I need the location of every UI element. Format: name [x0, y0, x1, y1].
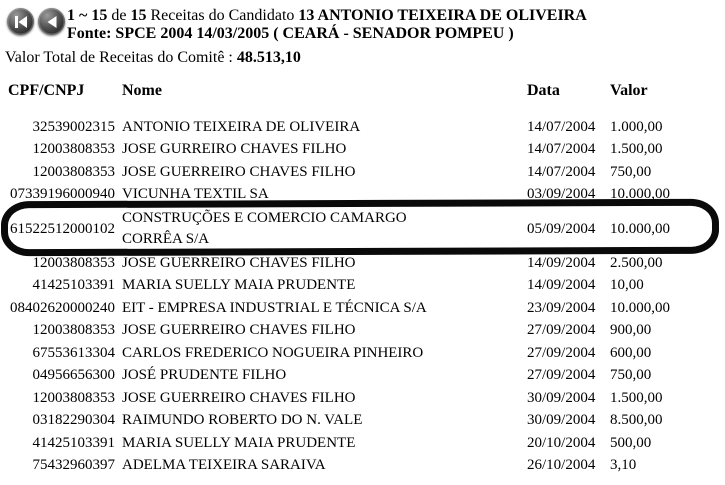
table-row: [8, 116, 720, 139]
table-row: [8, 161, 720, 184]
cell-valor: 10.000,00: [610, 220, 670, 237]
total-value: 48.513,10: [236, 49, 301, 66]
page-header: [67, 7, 587, 43]
range-de-label: de: [111, 7, 127, 24]
cell-valor: 1.500,00: [610, 389, 663, 406]
cell-nome: JOSE GURREIRO CHAVES FILHO: [122, 141, 347, 158]
skip-to-first-icon: [14, 16, 28, 28]
cell-data: 05/09/2004: [527, 220, 596, 237]
cell-cpf: 07339196000940: [10, 186, 115, 203]
table-row: [8, 206, 720, 252]
cell-cpf: 12003808353: [32, 389, 115, 406]
cell-data: 23/09/2004: [527, 299, 596, 316]
cell-data: 30/09/2004: [527, 389, 596, 406]
table-row: [8, 387, 720, 410]
cell-valor: 750,00: [610, 163, 652, 180]
total-receipts-line: [5, 49, 301, 67]
cell-cpf: 12003808353: [32, 163, 115, 180]
cell-data: 14/07/2004: [527, 163, 596, 180]
cell-nome: CARLOS FREDERICO NOGUEIRA PINHEIRO: [122, 344, 424, 361]
cell-valor: 600,00: [610, 344, 652, 361]
cell-nome: JOSE GUERREIRO CHAVES FILHO: [122, 322, 356, 339]
table-row: [8, 365, 720, 388]
table-row: [8, 184, 720, 207]
cell-nome: EIT - EMPRESA INDUSTRIAL E TÉCNICA S/A: [122, 299, 427, 316]
table-row: [8, 139, 720, 162]
cell-nome: MARIA SUELLY MAIA PRUDENTE: [122, 434, 356, 451]
table-row: [8, 275, 720, 298]
cell-nome: VICUNHA TEXTIL SA: [122, 186, 269, 203]
cell-cpf: 75432960397: [32, 457, 115, 474]
cell-data: 26/10/2004: [527, 457, 596, 474]
source-line: Fonte: SPCE 2004 14/03/2005 ( CEARÁ - SENADOR POMPEU ): [67, 25, 514, 42]
cell-valor: 750,00: [610, 367, 652, 384]
cell-data: 27/09/2004: [527, 367, 596, 384]
cell-valor: 2.500,00: [610, 254, 663, 271]
cell-data: 14/09/2004: [527, 277, 596, 294]
cell-cpf: 12003808353: [32, 322, 115, 339]
pagination-toolbar: [7, 8, 65, 35]
cell-data: 03/09/2004: [527, 186, 596, 203]
cell-valor: 500,00: [610, 434, 652, 451]
cell-nome: JOSE GUERREIRO CHAVES FILHO: [122, 389, 356, 406]
cell-nome: JOSE GUERREIRO CHAVES FILHO: [122, 254, 356, 271]
table-row: [8, 410, 720, 433]
table-header-row: [8, 80, 720, 102]
table-row: [8, 342, 720, 365]
column-header-nome: Nome: [122, 82, 162, 99]
receipts-label: Receitas do Candidato: [150, 7, 295, 24]
cell-nome: ANTONIO TEIXEIRA DE OLIVEIRA: [122, 118, 361, 135]
total-label: Valor Total de Receitas do Comitê :: [5, 49, 233, 66]
cell-valor: 1.500,00: [610, 141, 663, 158]
cell-cpf: 32539002315: [32, 118, 115, 135]
cell-cpf: 12003808353: [32, 254, 115, 271]
cell-cpf: 61522512000102: [10, 220, 115, 237]
candidate-name: 13 ANTONIO TEIXEIRA DE OLIVEIRA: [298, 7, 587, 24]
first-page-button[interactable]: [7, 8, 34, 35]
table-body: [8, 116, 720, 477]
cell-valor: 10.000,00: [610, 186, 670, 203]
range-label: 1 ~ 15: [67, 7, 108, 24]
column-header-data: Data: [527, 82, 560, 99]
cell-valor: 8.500,00: [610, 412, 663, 429]
cell-nome: ADELMA TEIXEIRA SARAIVA: [122, 457, 326, 474]
cell-nome: MARIA SUELLY MAIA PRUDENTE: [122, 277, 356, 294]
cell-valor: 10.000,00: [610, 299, 670, 316]
previous-page-button[interactable]: [38, 8, 65, 35]
cell-data: 27/09/2004: [527, 344, 596, 361]
cell-nome: CONSTRUÇÕES E COMERCIO CAMARGO CORRÊA S/A: [122, 210, 407, 247]
receipts-table: [8, 80, 720, 477]
cell-cpf: 03182290304: [32, 412, 115, 429]
table-row: [8, 252, 720, 275]
table-row: [8, 455, 720, 478]
cell-valor: 900,00: [610, 322, 652, 339]
cell-cpf: 41425103391: [32, 277, 115, 294]
cell-data: 27/09/2004: [527, 322, 596, 339]
cell-nome: JOSÉ PRUDENTE FILHO: [122, 367, 287, 384]
cell-cpf: 08402620000240: [10, 299, 115, 316]
results-range-line: [67, 7, 587, 25]
table-row: [8, 320, 720, 343]
cell-nome: JOSE GUERREIRO CHAVES FILHO: [122, 163, 356, 180]
cell-valor: 10,00: [610, 277, 644, 294]
range-total: 15: [130, 7, 147, 24]
table-row: [8, 432, 720, 455]
arrow-left-icon: [47, 16, 57, 28]
cell-data: 14/07/2004: [527, 141, 596, 158]
cell-cpf: 12003808353: [32, 141, 115, 158]
cell-nome: RAIMUNDO ROBERTO DO N. VALE: [122, 412, 363, 429]
cell-data: 30/09/2004: [527, 412, 596, 429]
cell-valor: 3,10: [610, 457, 637, 474]
cell-cpf: 04956656300: [32, 367, 115, 384]
cell-cpf: 67553613304: [32, 344, 115, 361]
cell-cpf: 41425103391: [32, 434, 115, 451]
column-header-cpf: CPF/CNPJ: [8, 82, 85, 99]
cell-valor: 1.000,00: [610, 118, 663, 135]
cell-data: 20/10/2004: [527, 434, 596, 451]
cell-data: 14/07/2004: [527, 118, 596, 135]
cell-data: 14/09/2004: [527, 254, 596, 271]
column-header-valor: Valor: [610, 82, 648, 99]
table-row: [8, 297, 720, 320]
